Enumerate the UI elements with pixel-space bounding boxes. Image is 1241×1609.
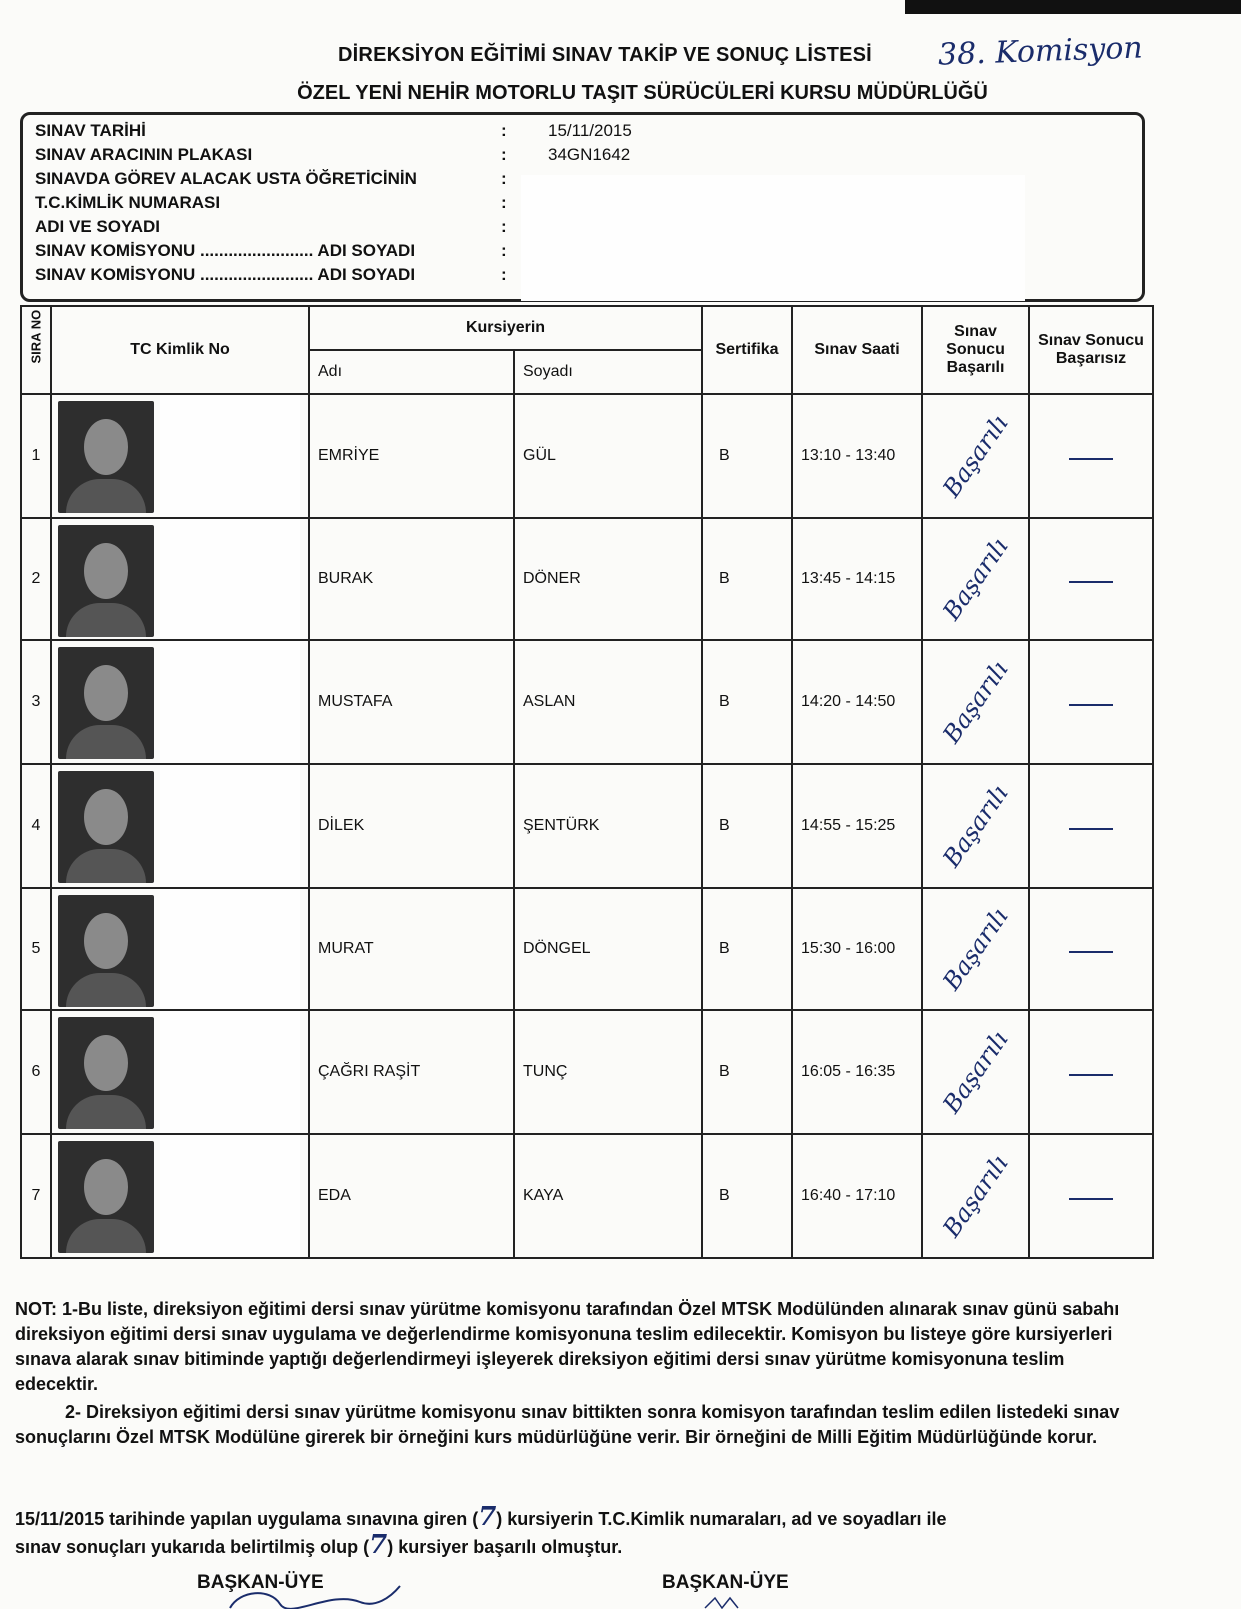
student-first-name: MUSTAFA: [309, 640, 514, 764]
student-photo: [58, 401, 154, 513]
result-passed-cell: [922, 1134, 1029, 1258]
table-row: [21, 1134, 1153, 1258]
result-failed-cell: [1029, 518, 1153, 640]
info-colon: :: [501, 169, 507, 188]
handwritten-result: Başarılı: [937, 532, 1014, 626]
certificate-class: B: [702, 1134, 792, 1258]
handwritten-result: Başarılı: [937, 902, 1014, 996]
row-number: 1: [21, 394, 51, 518]
student-first-name: MURAT: [309, 888, 514, 1010]
exam-info-box: [20, 112, 1145, 302]
result-failed-cell: [1029, 888, 1153, 1010]
certificate-class: B: [702, 394, 792, 518]
redacted-tc-number: [160, 395, 300, 517]
header-tc-kimlik: TC Kimlik No: [51, 306, 309, 394]
summary-text: ) kursiyer başarılı olmuştur.: [387, 1537, 623, 1557]
student-last-name: DÖNGEL: [514, 888, 702, 1010]
handwritten-dash: [1069, 581, 1113, 583]
row-number: 3: [21, 640, 51, 764]
exam-time: 15:30 - 16:00: [792, 888, 922, 1010]
info-label: SINAV ARACININ PLAKASI: [35, 145, 253, 164]
signature-scribble-left: [210, 1580, 410, 1609]
exam-time: 16:05 - 16:35: [792, 1010, 922, 1134]
header-sira-no: SIRA NO: [21, 306, 51, 394]
info-row-date: [35, 121, 146, 145]
student-last-name: DÖNER: [514, 518, 702, 640]
info-row-instructor: [35, 169, 417, 193]
handwritten-committee-note: 38. Komisyon: [937, 30, 1144, 73]
redacted-tc-number: [160, 765, 300, 887]
exam-time: 14:20 - 14:50: [792, 640, 922, 764]
table-row: [21, 394, 1153, 518]
result-passed-cell: [922, 394, 1029, 518]
info-colon: :: [501, 241, 507, 260]
handwritten-dash: [1069, 1198, 1113, 1200]
result-passed-cell: [922, 764, 1029, 888]
student-photo: [58, 771, 154, 883]
exam-time: 13:45 - 14:15: [792, 518, 922, 640]
photo-and-tc-cell: [51, 394, 309, 518]
info-colon: :: [501, 121, 507, 140]
handwritten-dash: [1069, 951, 1113, 953]
result-failed-cell: [1029, 640, 1153, 764]
redacted-tc-number: [160, 1011, 300, 1133]
document-title: DİREKSİYON EĞİTİMİ SINAV TAKİP VE SONUÇ LİSTESİ: [338, 44, 872, 66]
handwritten-count-1: 7: [478, 1502, 497, 1532]
certificate-class: B: [702, 888, 792, 1010]
summary-text: sınav sonuçları yukarıda belirtilmiş olup (: [15, 1537, 370, 1557]
handwritten-dash: [1069, 1074, 1113, 1076]
redacted-area: [521, 175, 1025, 301]
header-kursiyerin: Kursiyerin: [309, 306, 702, 350]
info-label: SINAV KOMİSYONU ........................ ADI SOYADI: [35, 265, 416, 284]
result-passed-cell: [922, 640, 1029, 764]
handwritten-result: Başarılı: [937, 655, 1014, 749]
info-colon: :: [501, 265, 507, 284]
signature-label-left: BAŞKAN-ÜYE: [197, 1572, 324, 1593]
handwritten-result: Başarılı: [937, 779, 1014, 873]
photo-and-tc-cell: [51, 518, 309, 640]
info-label: SINAV TARİHİ: [35, 121, 146, 140]
row-number: 7: [21, 1134, 51, 1258]
student-first-name: EDA: [309, 1134, 514, 1258]
exam-time: 16:40 - 17:10: [792, 1134, 922, 1258]
student-photo: [58, 1141, 154, 1253]
header-soyadi: Soyadı: [514, 350, 702, 394]
header-basarisiz: Sınav Sonucu Başarısız: [1029, 306, 1153, 394]
student-last-name: TUNÇ: [514, 1010, 702, 1134]
table-row: [21, 1010, 1153, 1134]
result-passed-cell: [922, 518, 1029, 640]
table-row: [21, 640, 1153, 764]
signature-label-right: BAŞKAN-ÜYE: [662, 1572, 789, 1593]
redacted-tc-number: [160, 889, 300, 1009]
photo-and-tc-cell: [51, 640, 309, 764]
table-row: [21, 888, 1153, 1010]
row-number: 2: [21, 518, 51, 640]
handwritten-dash: [1069, 704, 1113, 706]
info-colon: :: [501, 217, 507, 236]
result-passed-cell: [922, 1010, 1029, 1134]
header-sinav-saati: Sınav Saati: [792, 306, 922, 394]
info-row-name: [35, 217, 160, 241]
student-first-name: ÇAĞRI RAŞİT: [309, 1010, 514, 1134]
info-row-plate: [35, 145, 252, 169]
info-value-plate: 34GN1642: [548, 145, 631, 164]
header-basarili: Sınav Sonucu Başarılı: [922, 306, 1029, 394]
handwritten-result: Başarılı: [937, 1025, 1014, 1119]
exam-results-table: [20, 305, 1154, 1259]
row-number: 6: [21, 1010, 51, 1134]
student-photo: [58, 1017, 154, 1129]
handwritten-dash: [1069, 828, 1113, 830]
student-first-name: EMRİYE: [309, 394, 514, 518]
result-failed-cell: [1029, 1010, 1153, 1134]
redacted-tc-number: [160, 641, 300, 763]
info-row-tc: [35, 193, 220, 217]
table-row: [21, 518, 1153, 640]
student-photo: [58, 895, 154, 1007]
info-label: SINAV KOMİSYONU ........................ ADI SOYADI: [35, 241, 416, 260]
info-value-date: 15/11/2015: [548, 121, 632, 140]
info-colon: :: [501, 145, 507, 164]
photo-and-tc-cell: [51, 764, 309, 888]
redacted-tc-number: [160, 1135, 300, 1257]
photo-and-tc-cell: [51, 888, 309, 1010]
certificate-class: B: [702, 640, 792, 764]
student-last-name: KAYA: [514, 1134, 702, 1258]
note-1: NOT: 1-Bu liste, direksiyon eğitimi dersi sınav yürütme komisyonu tarafından Özel MTSK Modülünden alınarak sınav günü sabahı direksiyon eğitimi dersi sınav uygulama ve değerlendirme komisyonuna teslim edilecektir. Komisyon bu listeye göre kursiyerleri sınava alarak sınav bitiminde yaptığı değerlendirmeyi işleyerek direksiyon eğitimi dersi sınav yürütme komisyonuna teslim edecektir.: [15, 1299, 1120, 1394]
result-failed-cell: [1029, 1134, 1153, 1258]
student-last-name: GÜL: [514, 394, 702, 518]
certificate-class: B: [702, 518, 792, 640]
redacted-tc-number: [160, 519, 300, 639]
info-row-committee-2: [35, 265, 415, 289]
photo-and-tc-cell: [51, 1134, 309, 1258]
result-passed-cell: [922, 888, 1029, 1010]
summary-text: 15/11/2015 tarihinde yapılan uygulama sınavına giren (: [15, 1509, 479, 1529]
student-photo: [58, 525, 154, 637]
row-number: 5: [21, 888, 51, 1010]
header-sertifika: Sertifika: [702, 306, 792, 394]
summary-line-1: [15, 1502, 946, 1532]
student-first-name: DİLEK: [309, 764, 514, 888]
info-label: ADI VE SOYADI: [35, 217, 161, 236]
student-last-name: ŞENTÜRK: [514, 764, 702, 888]
row-number: 4: [21, 764, 51, 888]
handwritten-result: Başarılı: [937, 409, 1014, 503]
exam-time: 14:55 - 15:25: [792, 764, 922, 888]
scan-edge-bar: [905, 0, 1241, 14]
signature-scribble-right: [700, 1596, 760, 1609]
handwritten-count-2: 7: [369, 1530, 388, 1560]
info-row-committee-1: [35, 241, 415, 265]
table-row: [21, 764, 1153, 888]
handwritten-dash: [1069, 458, 1113, 460]
summary-text: ) kursiyerin T.C.Kimlik numaraları, ad ve soyadları ile: [496, 1509, 947, 1529]
info-colon: :: [501, 193, 507, 212]
info-label: SINAVDA GÖREV ALACAK USTA ÖĞRETİCİNİN: [35, 169, 417, 188]
result-failed-cell: [1029, 394, 1153, 518]
handwritten-result: Başarılı: [937, 1149, 1014, 1243]
institution-title: ÖZEL YENİ NEHİR MOTORLU TAŞIT SÜRÜCÜLERİ KURSU MÜDÜRLÜĞÜ: [297, 82, 988, 104]
result-failed-cell: [1029, 764, 1153, 888]
header-adi: Adı: [309, 350, 514, 394]
exam-time: 13:10 - 13:40: [792, 394, 922, 518]
info-label: T.C.KİMLİK NUMARASI: [35, 193, 221, 212]
note-2: 2- Direksiyon eğitimi dersi sınav yürütme komisyonu sınav bittikten sonra komisyon tarafından teslim edilen listedeki sınav sonuçlarını Özel MTSK Modülüne girerek bir örneğini kurs müdürlüğüne verir. Bir örneğini de Milli Eğitim Müdürlüğünde korur.: [15, 1402, 1120, 1447]
summary-line-2: [15, 1530, 622, 1560]
certificate-class: B: [702, 1010, 792, 1134]
student-first-name: BURAK: [309, 518, 514, 640]
photo-and-tc-cell: [51, 1010, 309, 1134]
student-last-name: ASLAN: [514, 640, 702, 764]
student-photo: [58, 647, 154, 759]
certificate-class: B: [702, 764, 792, 888]
